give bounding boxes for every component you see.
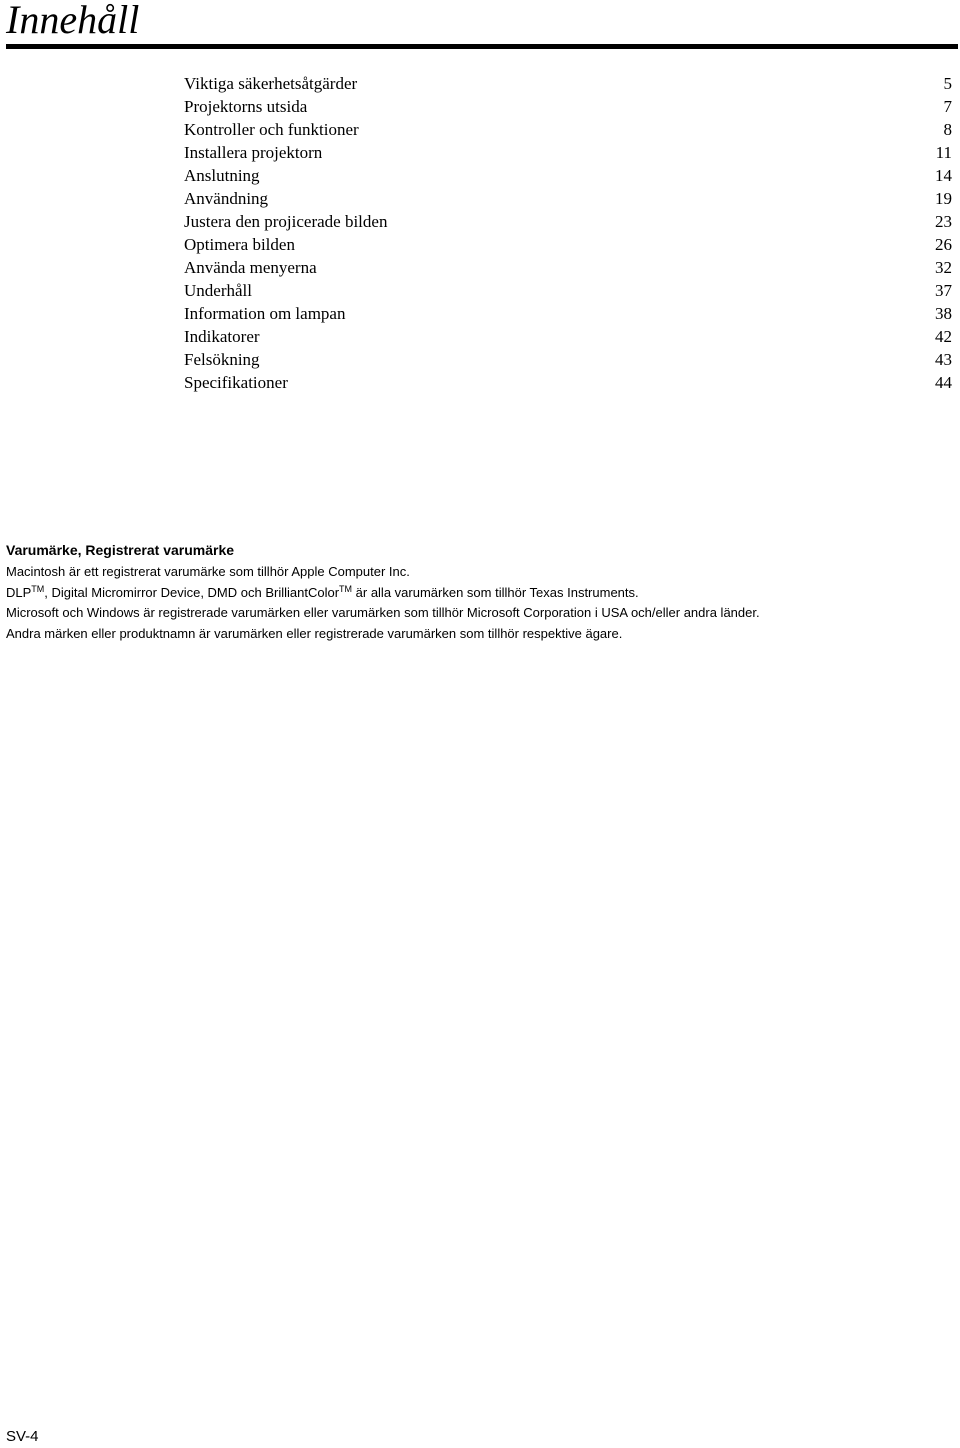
toc-entry[interactable]: [184, 118, 952, 141]
toc-entry-page: 5: [943, 74, 952, 93]
trademark-texas-text: är alla varumärken som tillhör Texas Instruments.: [352, 584, 639, 600]
toc-entry-label: Specifikationer: [184, 373, 288, 392]
toc-entry[interactable]: [184, 325, 952, 348]
toc-entry[interactable]: [184, 302, 952, 325]
toc-entry-label: Anslutning: [184, 166, 260, 185]
toc-entry-label: Underhåll: [184, 281, 252, 300]
toc-entry-page: 8: [943, 120, 952, 139]
trademark-line-microsoft: Microsoft och Windows är registrerade varumärken eller varumärken som tillhör Microsoft Corporation i USA och/eller andra länder.: [6, 605, 760, 620]
toc-entry-label: Installera projektorn: [184, 143, 323, 162]
trademark-dmd-text: , Digital Micromirror Device, DMD och BrilliantColor: [44, 584, 340, 600]
toc-entry-page: 38: [935, 304, 952, 323]
toc-entry-label: Använda menyerna: [184, 258, 317, 277]
toc-entry-label: Viktiga säkerhetsåtgärder: [184, 74, 358, 93]
toc-entry-page: 14: [935, 166, 952, 185]
toc-entry-page: 19: [935, 189, 952, 208]
toc-entry-label: Information om lampan: [184, 304, 346, 323]
toc-entry-page: 11: [935, 143, 952, 162]
toc-entry-label: Justera den projicerade bilden: [184, 212, 388, 231]
toc-entry[interactable]: [184, 141, 952, 164]
table-of-contents: [184, 72, 952, 394]
toc-entry[interactable]: [184, 279, 952, 302]
toc-entry[interactable]: [184, 72, 952, 95]
toc-entry-page: 23: [935, 212, 952, 231]
toc-entry-label: Optimera bilden: [184, 235, 295, 254]
trademark-superscript: TM: [339, 583, 353, 594]
page-title: Innehåll: [6, 0, 140, 42]
toc-entry-page: 42: [935, 327, 952, 346]
page-number: SV-4: [6, 1428, 39, 1445]
toc-entry-label: Kontroller och funktioner: [184, 120, 359, 139]
trademark-section: [6, 538, 954, 644]
trademark-line-dlp: [6, 583, 954, 604]
toc-entry-page: 44: [935, 373, 952, 392]
toc-entry-page: 26: [935, 235, 952, 254]
toc-entry-label: Användning: [184, 189, 269, 208]
toc-entry-page: 32: [935, 258, 952, 277]
toc-entry[interactable]: [184, 256, 952, 279]
toc-entry-page: 37: [935, 281, 952, 300]
toc-entry-label: Projektorns utsida: [184, 97, 308, 116]
toc-entry-label: Felsökning: [184, 350, 260, 369]
toc-entry[interactable]: [184, 187, 952, 210]
trademark-dlp-text: DLP: [6, 584, 32, 600]
toc-entry[interactable]: [184, 164, 952, 187]
trademark-heading: Varumärke, Registrerat varumärke: [6, 542, 235, 558]
title-rule: [6, 44, 958, 49]
toc-entry[interactable]: [184, 233, 952, 256]
toc-entry-page: 7: [943, 97, 952, 116]
toc-entry[interactable]: [184, 95, 952, 118]
toc-entry[interactable]: [184, 348, 952, 371]
trademark-superscript: TM: [31, 583, 45, 594]
toc-entry-page: 43: [935, 350, 952, 369]
trademark-line-others: Andra märken eller produktnamn är varumärken eller registrerade varumärken som tillhör respektive ägare.: [6, 625, 623, 641]
toc-entry[interactable]: [184, 371, 952, 394]
trademark-line-macintosh: Macintosh är ett registrerat varumärke som tillhör Apple Computer Inc.: [6, 564, 410, 579]
toc-entry[interactable]: [184, 210, 952, 233]
toc-entry-label: Indikatorer: [184, 327, 260, 346]
